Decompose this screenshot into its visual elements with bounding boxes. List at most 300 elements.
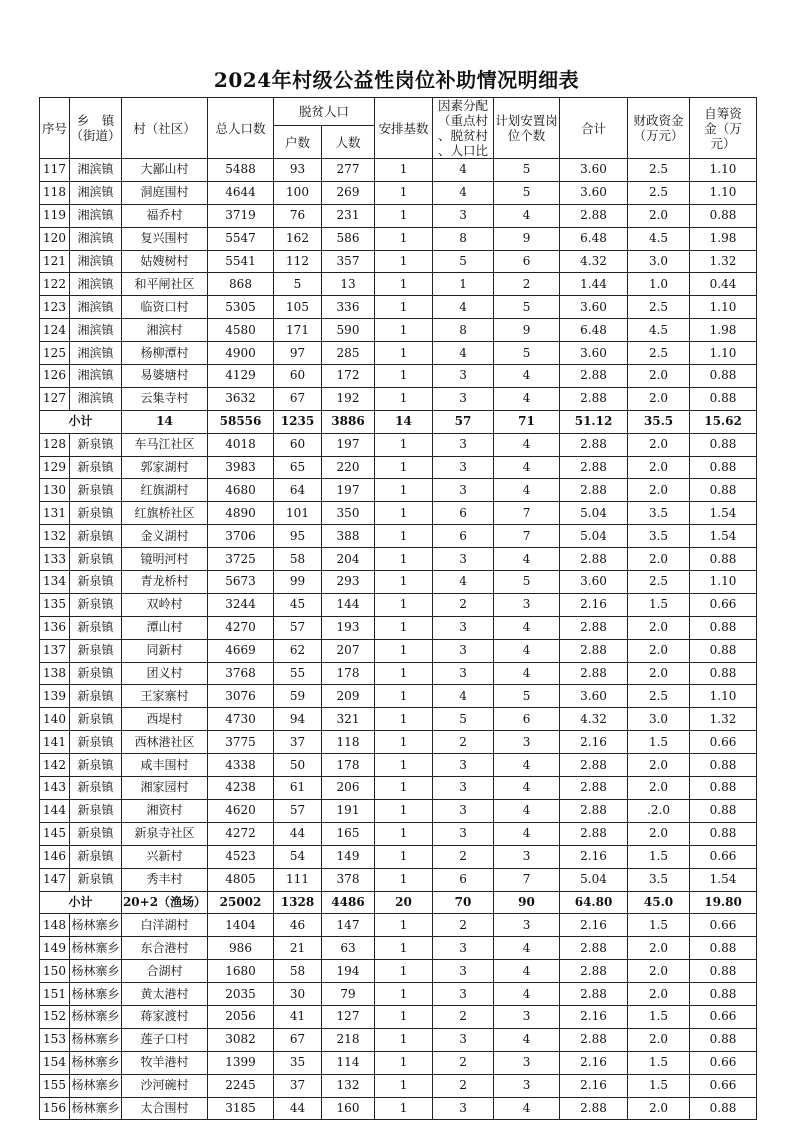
cell-fiscal: 1.5 bbox=[628, 1074, 690, 1097]
header-planned: 计划安置岗 位个数 bbox=[494, 98, 560, 159]
table-row bbox=[40, 181, 757, 204]
cell-town: 湘滨镇 bbox=[70, 227, 122, 250]
table-row bbox=[40, 822, 757, 845]
cell-self: 0.88 bbox=[690, 662, 757, 685]
cell-population: 3632 bbox=[208, 387, 274, 410]
cell-ps: 277 bbox=[322, 159, 375, 182]
cell-ps: 192 bbox=[322, 387, 375, 410]
cell-factor: 2 bbox=[433, 1051, 494, 1074]
cell-ps: 586 bbox=[322, 227, 375, 250]
cell-seq: 155 bbox=[40, 1074, 70, 1097]
cell-fiscal: 3.0 bbox=[628, 708, 690, 731]
cell-population: 4730 bbox=[208, 708, 274, 731]
cell-fiscal: 2.0 bbox=[628, 1028, 690, 1051]
cell-fiscal: 2.0 bbox=[628, 983, 690, 1006]
cell-population: 4680 bbox=[208, 479, 274, 502]
cell-total: 2.88 bbox=[560, 616, 628, 639]
cell-factor: 6 bbox=[433, 868, 494, 891]
cell-total: 2.88 bbox=[560, 365, 628, 388]
cell-town: 杨林寨乡 bbox=[70, 1028, 122, 1051]
cell-self: 19.80 bbox=[690, 891, 757, 914]
cell-base: 1 bbox=[375, 387, 433, 410]
cell-base: 1 bbox=[375, 708, 433, 731]
cell-plan: 3 bbox=[494, 1051, 560, 1074]
cell-self: 1.10 bbox=[690, 342, 757, 365]
cell-hh: 61 bbox=[274, 777, 322, 800]
cell-village: 团义村 bbox=[122, 662, 208, 685]
cell-population: 3983 bbox=[208, 456, 274, 479]
cell-factor: 70 bbox=[433, 891, 494, 914]
cell-self: 0.88 bbox=[690, 1097, 757, 1120]
cell-self: 1.10 bbox=[690, 296, 757, 319]
cell-village: 易婆塘村 bbox=[122, 365, 208, 388]
cell-ps: 357 bbox=[322, 250, 375, 273]
cell-village: 西林港社区 bbox=[122, 731, 208, 754]
cell-base: 1 bbox=[375, 731, 433, 754]
cell-population: 3082 bbox=[208, 1028, 274, 1051]
cell-village: 合湖村 bbox=[122, 960, 208, 983]
cell-factor: 8 bbox=[433, 227, 494, 250]
subtotal-label: 小计 bbox=[40, 410, 122, 433]
cell-ps: 79 bbox=[322, 983, 375, 1006]
cell-town: 杨林寨乡 bbox=[70, 1051, 122, 1074]
cell-hh: 94 bbox=[274, 708, 322, 731]
cell-seq: 123 bbox=[40, 296, 70, 319]
cell-fiscal: 1.5 bbox=[628, 845, 690, 868]
cell-hh: 21 bbox=[274, 937, 322, 960]
cell-fiscal: 2.5 bbox=[628, 342, 690, 365]
cell-total: 2.88 bbox=[560, 754, 628, 777]
cell-base: 1 bbox=[375, 822, 433, 845]
table-row bbox=[40, 1097, 757, 1120]
cell-fiscal: 2.0 bbox=[628, 365, 690, 388]
cell-hh: 30 bbox=[274, 983, 322, 1006]
cell-ps: 132 bbox=[322, 1074, 375, 1097]
cell-self: 0.66 bbox=[690, 593, 757, 616]
cell-self: 0.88 bbox=[690, 799, 757, 822]
cell-self: 0.66 bbox=[690, 1074, 757, 1097]
cell-plan: 3 bbox=[494, 593, 560, 616]
cell-plan: 5 bbox=[494, 571, 560, 594]
cell-base: 1 bbox=[375, 365, 433, 388]
cell-village: 大鄙山村 bbox=[122, 159, 208, 182]
cell-factor: 3 bbox=[433, 960, 494, 983]
cell-town: 新泉镇 bbox=[70, 731, 122, 754]
cell-town: 新泉镇 bbox=[70, 456, 122, 479]
cell-town: 杨林寨乡 bbox=[70, 937, 122, 960]
cell-hh: 41 bbox=[274, 1005, 322, 1028]
cell-factor: 3 bbox=[433, 1028, 494, 1051]
cell-ps: 293 bbox=[322, 571, 375, 594]
cell-plan: 4 bbox=[494, 777, 560, 800]
cell-factor: 2 bbox=[433, 845, 494, 868]
cell-seq: 139 bbox=[40, 685, 70, 708]
cell-total: 4.32 bbox=[560, 708, 628, 731]
cell-factor: 3 bbox=[433, 479, 494, 502]
cell-self: 0.66 bbox=[690, 914, 757, 937]
cell-hh: 64 bbox=[274, 479, 322, 502]
header-fiscal: 财政资金 （万元） bbox=[628, 98, 690, 159]
cell-ps: 191 bbox=[322, 799, 375, 822]
cell-factor: 3 bbox=[433, 204, 494, 227]
cell-self: 0.88 bbox=[690, 937, 757, 960]
cell-population: 868 bbox=[208, 273, 274, 296]
cell-population: 4805 bbox=[208, 868, 274, 891]
cell-total: 2.88 bbox=[560, 799, 628, 822]
cell-fiscal: 4.5 bbox=[628, 319, 690, 342]
cell-seq: 130 bbox=[40, 479, 70, 502]
cell-ps: 197 bbox=[322, 479, 375, 502]
cell-population: 5547 bbox=[208, 227, 274, 250]
cell-town: 湘滨镇 bbox=[70, 204, 122, 227]
cell-self: 0.88 bbox=[690, 433, 757, 456]
cell-base: 1 bbox=[375, 319, 433, 342]
table-row bbox=[40, 250, 757, 273]
cell-population: 1680 bbox=[208, 960, 274, 983]
cell-seq: 141 bbox=[40, 731, 70, 754]
cell-town: 新泉镇 bbox=[70, 479, 122, 502]
cell-self: 0.88 bbox=[690, 1028, 757, 1051]
cell-seq: 142 bbox=[40, 754, 70, 777]
cell-base: 1 bbox=[375, 845, 433, 868]
header-seq: 序号 bbox=[40, 98, 70, 159]
cell-plan: 4 bbox=[494, 204, 560, 227]
cell-self: 15.62 bbox=[690, 410, 757, 433]
cell-village: 蒋家渡村 bbox=[122, 1005, 208, 1028]
table-row bbox=[40, 983, 757, 1006]
cell-town: 杨林寨乡 bbox=[70, 1005, 122, 1028]
table-row bbox=[40, 593, 757, 616]
cell-plan: 3 bbox=[494, 731, 560, 754]
cell-town: 杨林寨乡 bbox=[70, 1074, 122, 1097]
cell-ps: 144 bbox=[322, 593, 375, 616]
cell-population: 3725 bbox=[208, 548, 274, 571]
cell-seq: 132 bbox=[40, 525, 70, 548]
cell-seq: 131 bbox=[40, 502, 70, 525]
cell-total: 2.88 bbox=[560, 960, 628, 983]
cell-self: 0.88 bbox=[690, 616, 757, 639]
cell-total: 2.88 bbox=[560, 822, 628, 845]
cell-hh: 57 bbox=[274, 799, 322, 822]
cell-seq: 144 bbox=[40, 799, 70, 822]
cell-village: 青龙桥村 bbox=[122, 571, 208, 594]
cell-total: 3.60 bbox=[560, 296, 628, 319]
cell-base: 1 bbox=[375, 616, 433, 639]
cell-ps: 149 bbox=[322, 845, 375, 868]
cell-total: 2.88 bbox=[560, 204, 628, 227]
cell-seq: 135 bbox=[40, 593, 70, 616]
cell-self: 0.88 bbox=[690, 983, 757, 1006]
cell-hh: 101 bbox=[274, 502, 322, 525]
cell-total: 3.60 bbox=[560, 571, 628, 594]
cell-seq: 125 bbox=[40, 342, 70, 365]
cell-town: 杨林寨乡 bbox=[70, 914, 122, 937]
cell-factor: 2 bbox=[433, 1005, 494, 1028]
cell-ps: 160 bbox=[322, 1097, 375, 1120]
cell-village: 20+2（渔场） bbox=[122, 891, 208, 914]
cell-village: 云集寺村 bbox=[122, 387, 208, 410]
cell-total: 2.88 bbox=[560, 983, 628, 1006]
cell-total: 2.88 bbox=[560, 387, 628, 410]
cell-hh: 62 bbox=[274, 639, 322, 662]
cell-village: 湘滨村 bbox=[122, 319, 208, 342]
cell-ps: 147 bbox=[322, 914, 375, 937]
cell-fiscal: 45.0 bbox=[628, 891, 690, 914]
header-poor-population: 脱贫人口 bbox=[274, 98, 375, 126]
cell-base: 1 bbox=[375, 1028, 433, 1051]
cell-self: 1.10 bbox=[690, 571, 757, 594]
cell-base: 1 bbox=[375, 273, 433, 296]
cell-hh: 99 bbox=[274, 571, 322, 594]
cell-seq: 145 bbox=[40, 822, 70, 845]
cell-town: 新泉镇 bbox=[70, 525, 122, 548]
cell-hh: 58 bbox=[274, 960, 322, 983]
cell-plan: 7 bbox=[494, 502, 560, 525]
cell-factor: 4 bbox=[433, 571, 494, 594]
cell-fiscal: 2.5 bbox=[628, 296, 690, 319]
cell-population: 4270 bbox=[208, 616, 274, 639]
cell-town: 新泉镇 bbox=[70, 708, 122, 731]
cell-base: 1 bbox=[375, 937, 433, 960]
table-body bbox=[40, 159, 757, 1120]
cell-ps: 231 bbox=[322, 204, 375, 227]
cell-factor: 4 bbox=[433, 159, 494, 182]
cell-village: 潭山村 bbox=[122, 616, 208, 639]
cell-ps: 204 bbox=[322, 548, 375, 571]
cell-fiscal: 2.0 bbox=[628, 548, 690, 571]
cell-fiscal: 3.5 bbox=[628, 502, 690, 525]
table-row bbox=[40, 1051, 757, 1074]
cell-village: 和平闸社区 bbox=[122, 273, 208, 296]
cell-village: 双岭村 bbox=[122, 593, 208, 616]
table-row bbox=[40, 868, 757, 891]
cell-base: 1 bbox=[375, 799, 433, 822]
cell-hh: 5 bbox=[274, 273, 322, 296]
cell-village: 沙河碗村 bbox=[122, 1074, 208, 1097]
cell-hh: 44 bbox=[274, 1097, 322, 1120]
cell-self: 1.10 bbox=[690, 159, 757, 182]
cell-seq: 134 bbox=[40, 571, 70, 594]
cell-village: 14 bbox=[122, 410, 208, 433]
cell-total: 5.04 bbox=[560, 868, 628, 891]
cell-self: 0.88 bbox=[690, 639, 757, 662]
cell-total: 2.88 bbox=[560, 777, 628, 800]
cell-fiscal: 2.0 bbox=[628, 960, 690, 983]
table-row bbox=[40, 1005, 757, 1028]
cell-seq: 118 bbox=[40, 181, 70, 204]
cell-ps: 165 bbox=[322, 822, 375, 845]
cell-fiscal: 2.0 bbox=[628, 822, 690, 845]
cell-town: 新泉镇 bbox=[70, 845, 122, 868]
header-town: 乡 镇 （街道） bbox=[70, 98, 122, 159]
cell-seq: 120 bbox=[40, 227, 70, 250]
cell-factor: 4 bbox=[433, 181, 494, 204]
cell-fiscal: 2.0 bbox=[628, 639, 690, 662]
cell-population: 4272 bbox=[208, 822, 274, 845]
cell-factor: 4 bbox=[433, 685, 494, 708]
cell-village: 姑嫂树村 bbox=[122, 250, 208, 273]
cell-self: 1.32 bbox=[690, 708, 757, 731]
cell-hh: 95 bbox=[274, 525, 322, 548]
cell-base: 1 bbox=[375, 1051, 433, 1074]
table-row bbox=[40, 571, 757, 594]
cell-hh: 58 bbox=[274, 548, 322, 571]
cell-fiscal: 2.0 bbox=[628, 1097, 690, 1120]
cell-fiscal: 1.5 bbox=[628, 1005, 690, 1028]
cell-fiscal: 2.0 bbox=[628, 616, 690, 639]
header-self: 自筹资 金（万 元） bbox=[690, 98, 757, 159]
cell-base: 1 bbox=[375, 296, 433, 319]
cell-ps: 3886 bbox=[322, 410, 375, 433]
table-row bbox=[40, 777, 757, 800]
cell-fiscal: 3.5 bbox=[628, 868, 690, 891]
cell-population: 1404 bbox=[208, 914, 274, 937]
cell-ps: 114 bbox=[322, 1051, 375, 1074]
cell-total: 2.88 bbox=[560, 639, 628, 662]
cell-fiscal: 1.5 bbox=[628, 914, 690, 937]
cell-plan: 5 bbox=[494, 181, 560, 204]
cell-self: 0.88 bbox=[690, 479, 757, 502]
cell-fiscal: 2.5 bbox=[628, 181, 690, 204]
cell-total: 2.16 bbox=[560, 845, 628, 868]
cell-hh: 93 bbox=[274, 159, 322, 182]
cell-fiscal: 2.0 bbox=[628, 777, 690, 800]
cell-town: 新泉镇 bbox=[70, 502, 122, 525]
cell-total: 3.60 bbox=[560, 342, 628, 365]
cell-village: 新泉寺社区 bbox=[122, 822, 208, 845]
cell-ps: 178 bbox=[322, 662, 375, 685]
cell-self: 0.66 bbox=[690, 1005, 757, 1028]
table-row bbox=[40, 914, 757, 937]
cell-base: 14 bbox=[375, 410, 433, 433]
cell-factor: 5 bbox=[433, 250, 494, 273]
cell-population: 4129 bbox=[208, 365, 274, 388]
cell-base: 1 bbox=[375, 777, 433, 800]
cell-seq: 154 bbox=[40, 1051, 70, 1074]
page-title: 2024年村级公益性岗位补助情况明细表 bbox=[213, 68, 580, 92]
cell-factor: 8 bbox=[433, 319, 494, 342]
cell-plan: 4 bbox=[494, 616, 560, 639]
cell-hh: 54 bbox=[274, 845, 322, 868]
table-row bbox=[40, 754, 757, 777]
cell-base: 1 bbox=[375, 639, 433, 662]
cell-self: 0.44 bbox=[690, 273, 757, 296]
cell-hh: 59 bbox=[274, 685, 322, 708]
cell-seq: 150 bbox=[40, 960, 70, 983]
cell-village: 白洋湖村 bbox=[122, 914, 208, 937]
cell-hh: 67 bbox=[274, 387, 322, 410]
cell-population: 5488 bbox=[208, 159, 274, 182]
cell-ps: 4486 bbox=[322, 891, 375, 914]
cell-total: 5.04 bbox=[560, 525, 628, 548]
cell-village: 车马江社区 bbox=[122, 433, 208, 456]
table-row bbox=[40, 433, 757, 456]
table-row bbox=[40, 227, 757, 250]
cell-fiscal: 2.5 bbox=[628, 159, 690, 182]
cell-self: 1.10 bbox=[690, 181, 757, 204]
cell-population: 4620 bbox=[208, 799, 274, 822]
cell-plan: 4 bbox=[494, 1028, 560, 1051]
cell-ps: 378 bbox=[322, 868, 375, 891]
cell-ps: 194 bbox=[322, 960, 375, 983]
cell-plan: 4 bbox=[494, 983, 560, 1006]
cell-seq: 138 bbox=[40, 662, 70, 685]
cell-town: 杨林寨乡 bbox=[70, 1097, 122, 1120]
cell-factor: 3 bbox=[433, 983, 494, 1006]
cell-plan: 4 bbox=[494, 639, 560, 662]
cell-ps: 321 bbox=[322, 708, 375, 731]
cell-ps: 13 bbox=[322, 273, 375, 296]
cell-base: 1 bbox=[375, 1005, 433, 1028]
cell-total: 2.88 bbox=[560, 1097, 628, 1120]
cell-ps: 178 bbox=[322, 754, 375, 777]
cell-fiscal: 3.5 bbox=[628, 525, 690, 548]
cell-town: 新泉镇 bbox=[70, 685, 122, 708]
cell-village: 西堤村 bbox=[122, 708, 208, 731]
cell-base: 1 bbox=[375, 983, 433, 1006]
cell-self: 1.54 bbox=[690, 868, 757, 891]
cell-hh: 65 bbox=[274, 456, 322, 479]
cell-town: 杨林寨乡 bbox=[70, 960, 122, 983]
header-factor: 因素分配 （重点村 、脱贫村 、人口比 bbox=[433, 98, 494, 159]
cell-fiscal: 2.0 bbox=[628, 662, 690, 685]
subsidy-table bbox=[39, 97, 757, 1120]
cell-seq: 126 bbox=[40, 365, 70, 388]
cell-town: 湘滨镇 bbox=[70, 273, 122, 296]
cell-self: 0.66 bbox=[690, 731, 757, 754]
cell-town: 杨林寨乡 bbox=[70, 983, 122, 1006]
cell-factor: 57 bbox=[433, 410, 494, 433]
table-row bbox=[40, 662, 757, 685]
cell-town: 新泉镇 bbox=[70, 433, 122, 456]
subtotal-label: 小计 bbox=[40, 891, 122, 914]
cell-town: 新泉镇 bbox=[70, 868, 122, 891]
cell-village: 湘家园村 bbox=[122, 777, 208, 800]
cell-ps: 172 bbox=[322, 365, 375, 388]
cell-seq: 152 bbox=[40, 1005, 70, 1028]
cell-hh: 111 bbox=[274, 868, 322, 891]
cell-seq: 124 bbox=[40, 319, 70, 342]
cell-fiscal: 1.5 bbox=[628, 731, 690, 754]
cell-base: 1 bbox=[375, 456, 433, 479]
cell-village: 王家寨村 bbox=[122, 685, 208, 708]
table-row bbox=[40, 296, 757, 319]
table-row bbox=[40, 387, 757, 410]
cell-population: 4338 bbox=[208, 754, 274, 777]
cell-fiscal: 2.5 bbox=[628, 685, 690, 708]
cell-total: 2.88 bbox=[560, 1028, 628, 1051]
cell-population: 3719 bbox=[208, 204, 274, 227]
cell-base: 1 bbox=[375, 685, 433, 708]
cell-town: 新泉镇 bbox=[70, 662, 122, 685]
cell-plan: 4 bbox=[494, 960, 560, 983]
cell-plan: 5 bbox=[494, 685, 560, 708]
cell-self: 1.54 bbox=[690, 502, 757, 525]
cell-plan: 2 bbox=[494, 273, 560, 296]
cell-fiscal: 2.0 bbox=[628, 479, 690, 502]
cell-plan: 4 bbox=[494, 799, 560, 822]
cell-plan: 90 bbox=[494, 891, 560, 914]
table-row bbox=[40, 502, 757, 525]
cell-self: 0.88 bbox=[690, 548, 757, 571]
header-base: 安排基数 bbox=[375, 98, 433, 159]
table-row bbox=[40, 616, 757, 639]
cell-ps: 388 bbox=[322, 525, 375, 548]
cell-population: 5305 bbox=[208, 296, 274, 319]
cell-total: 64.80 bbox=[560, 891, 628, 914]
cell-population: 58556 bbox=[208, 410, 274, 433]
cell-hh: 67 bbox=[274, 1028, 322, 1051]
